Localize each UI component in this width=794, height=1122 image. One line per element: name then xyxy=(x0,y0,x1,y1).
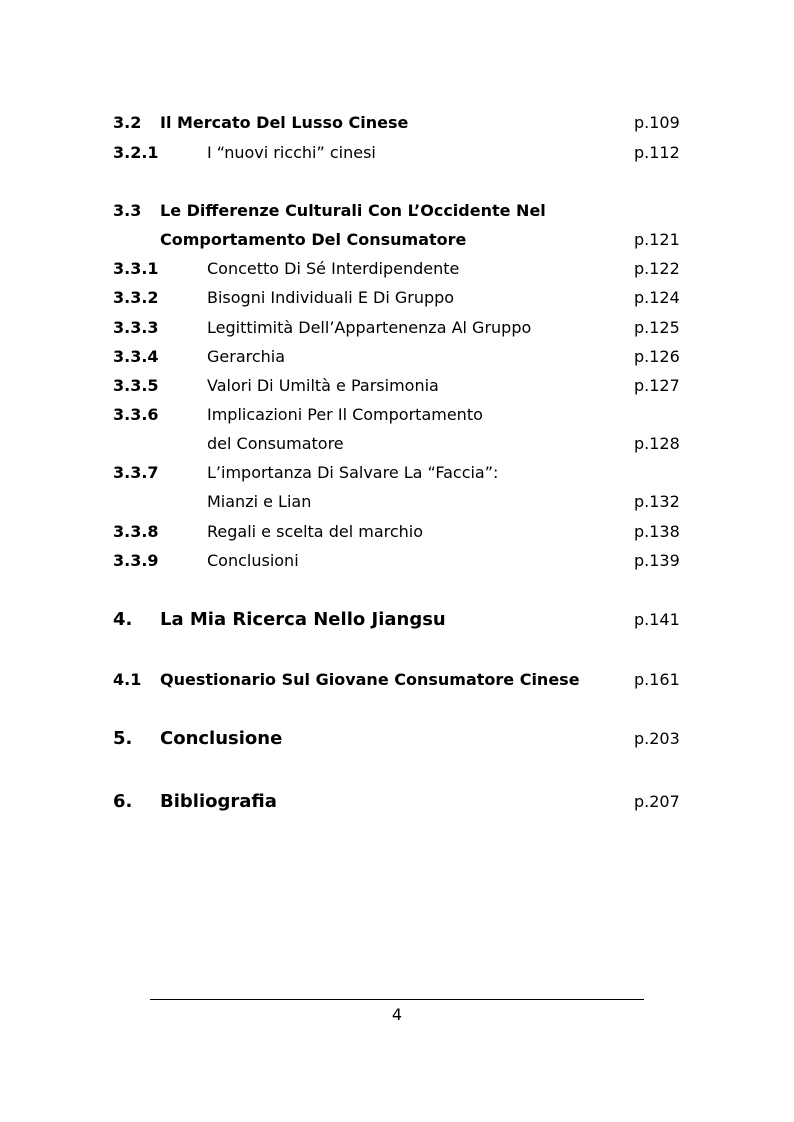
toc-entry-3-3-line2 xyxy=(0,228,794,252)
toc-title: Conclusione xyxy=(160,728,283,749)
toc-title: Legittimità Dell’Appartenenza Al Gruppo xyxy=(207,318,532,337)
toc-title: Valori Di Umiltà e Parsimonia xyxy=(207,376,439,395)
toc-page: p.207 xyxy=(634,792,680,811)
toc-title: Il Mercato Del Lusso Cinese xyxy=(160,113,409,132)
toc-title: Le Differenze Culturali Con L’Occidente Nel xyxy=(160,201,546,220)
toc-title-continued: Mianzi e Lian xyxy=(207,492,312,511)
toc-number: 3.3.6 xyxy=(113,405,159,424)
toc-page: p.112 xyxy=(634,143,680,162)
toc-title: Regali e scelta del marchio xyxy=(207,522,424,541)
page-number: 4 xyxy=(391,1005,403,1024)
toc-page: p.109 xyxy=(634,113,680,132)
toc-entry-3-3-7-line2 xyxy=(0,490,794,514)
toc-entry-3-3-6-line1 xyxy=(0,403,794,427)
toc-number: 3.3.7 xyxy=(113,463,159,482)
toc-number: 5. xyxy=(113,728,133,749)
toc-title: Gerarchia xyxy=(207,347,286,366)
toc-number: 4. xyxy=(113,609,133,630)
toc-page: p.203 xyxy=(634,729,680,748)
toc-number: 3.3.5 xyxy=(113,376,159,395)
toc-number: 3.3 xyxy=(113,201,142,220)
toc-number: 6. xyxy=(113,791,133,812)
toc-number: 3.3.8 xyxy=(113,522,159,541)
toc-entry-3-3-7-line1 xyxy=(0,461,794,485)
toc-entry-3-2 xyxy=(0,111,794,135)
toc-page: p.141 xyxy=(634,610,680,629)
toc-title: Questionario Sul Giovane Consumatore Cinese xyxy=(160,670,580,689)
toc-page: p.124 xyxy=(634,288,680,307)
toc-page: p.138 xyxy=(634,522,680,541)
toc-title: Bibliografia xyxy=(160,791,277,812)
toc-number: 3.3.3 xyxy=(113,318,159,337)
toc-title-continued: del Consumatore xyxy=(207,434,344,453)
toc-page: p.128 xyxy=(634,434,680,453)
toc-entry-3-3-2 xyxy=(0,286,794,310)
toc-number: 3.3.9 xyxy=(113,551,159,570)
toc-page: p.127 xyxy=(634,376,680,395)
toc-entry-3-3-8 xyxy=(0,520,794,544)
toc-entry-3-3-3 xyxy=(0,316,794,340)
toc-page: p.132 xyxy=(634,492,680,511)
toc-entry-3-3-9 xyxy=(0,549,794,573)
toc-entry-3-3-5 xyxy=(0,374,794,398)
toc-entry-5 xyxy=(0,727,794,751)
toc-page: p.121 xyxy=(634,230,680,249)
toc-number: 3.2.1 xyxy=(113,143,159,162)
toc-page: p.125 xyxy=(634,318,680,337)
toc-number: 3.3.2 xyxy=(113,288,159,307)
toc-title: Implicazioni Per Il Comportamento xyxy=(207,405,483,424)
toc-title: Conclusioni xyxy=(207,551,299,570)
toc-number: 3.3.1 xyxy=(113,259,159,278)
toc-title: I “nuovi ricchi” cinesi xyxy=(207,143,376,162)
toc-title: Bisogni Individuali E Di Gruppo xyxy=(207,288,455,307)
toc-entry-3-3-line1 xyxy=(0,199,794,223)
toc-page: p.161 xyxy=(634,670,680,689)
toc-entry-6 xyxy=(0,790,794,814)
toc-entry-4-1 xyxy=(0,668,794,692)
toc-entry-3-2-1 xyxy=(0,141,794,165)
toc-number: 3.2 xyxy=(113,113,142,132)
toc-entry-4 xyxy=(0,608,794,632)
toc-page: p.122 xyxy=(634,259,680,278)
toc-entry-3-3-6-line2 xyxy=(0,432,794,456)
toc-title-continued: Comportamento Del Consumatore xyxy=(160,230,467,249)
toc-entry-3-3-1 xyxy=(0,257,794,281)
footer-divider xyxy=(150,999,644,1000)
toc-number: 3.3.4 xyxy=(113,347,159,366)
toc-number: 4.1 xyxy=(113,670,142,689)
toc-title: La Mia Ricerca Nello Jiangsu xyxy=(160,609,446,630)
toc-title: L’importanza Di Salvare La “Faccia”: xyxy=(207,463,499,482)
toc-page: p.139 xyxy=(634,551,680,570)
toc-page: p.126 xyxy=(634,347,680,366)
toc-title: Concetto Di Sé Interdipendente xyxy=(207,259,460,278)
toc-entry-3-3-4 xyxy=(0,345,794,369)
